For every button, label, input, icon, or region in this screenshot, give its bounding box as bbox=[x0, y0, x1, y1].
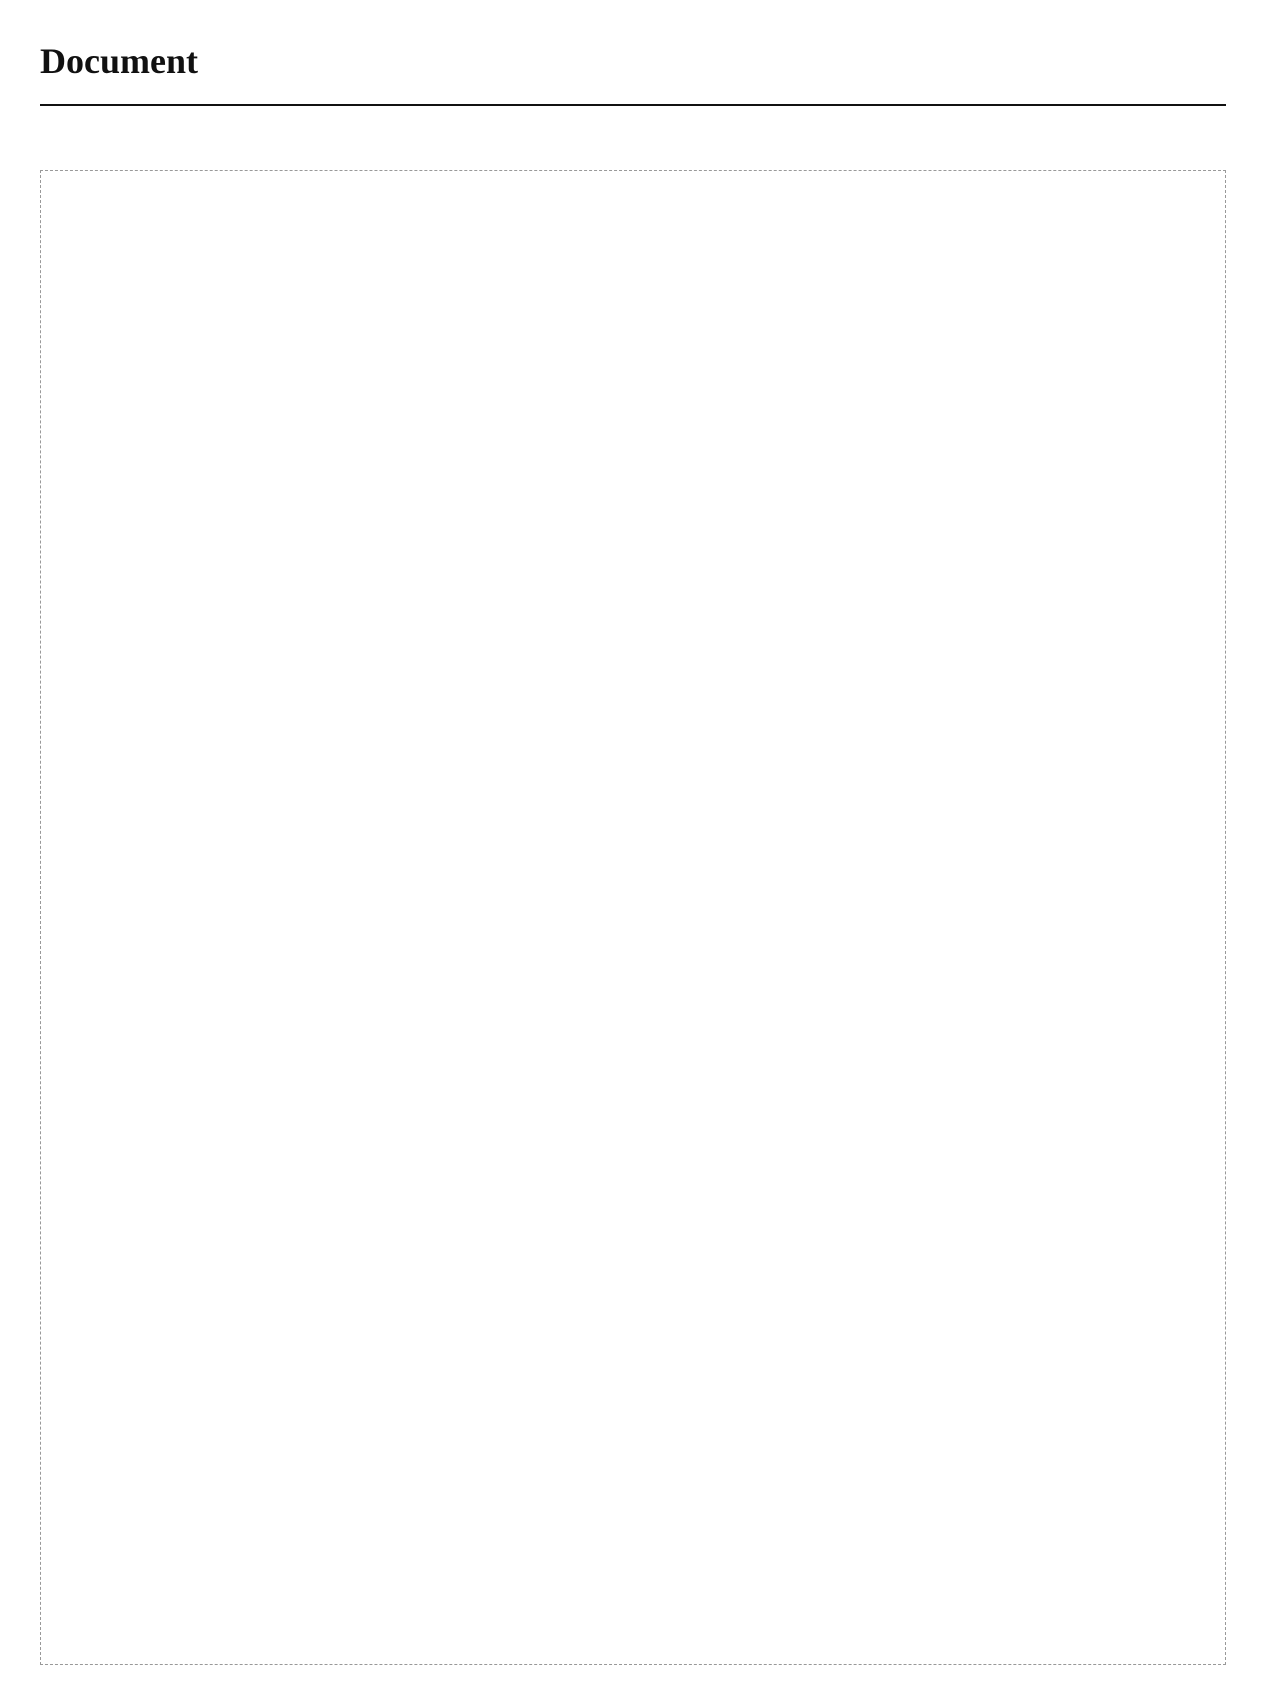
page-title: Document bbox=[40, 41, 198, 81]
document-content bbox=[40, 170, 1226, 1665]
header bbox=[40, 40, 1226, 106]
